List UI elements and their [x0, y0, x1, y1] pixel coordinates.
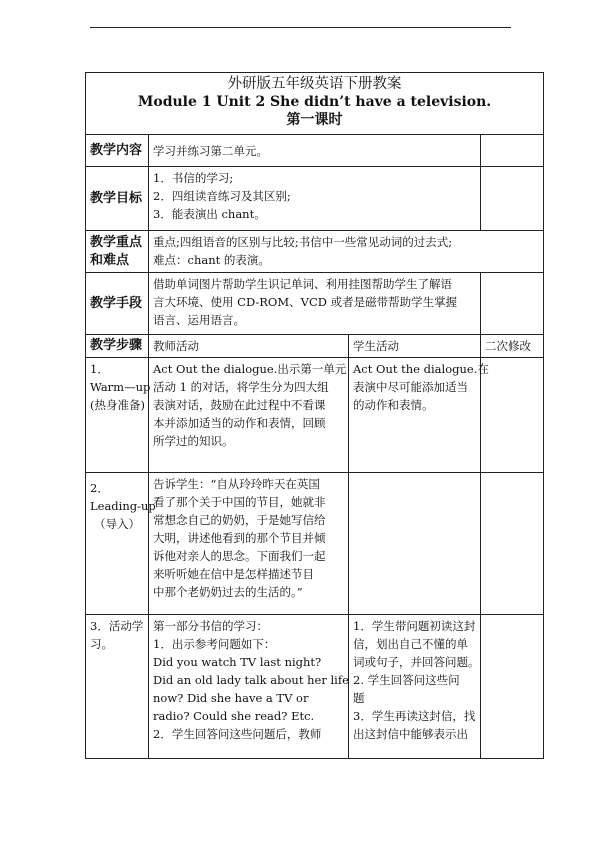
step3-label: [86, 615, 149, 759]
step1-teacher-line: Act Out the dialogue.出示第一单元: [153, 362, 347, 376]
step2-label-line: （导入）: [94, 517, 140, 531]
goal-item: 1．书信的学习;: [153, 171, 234, 185]
step3-teacher-line: now? Did she have a TV or: [153, 691, 309, 705]
step2-label: [86, 473, 156, 615]
means-line: 语言、运用语言。: [153, 313, 245, 327]
step1-student: [349, 358, 489, 473]
step3-teacher-line: 1．出示参考问题如下：: [153, 637, 276, 651]
step2-teacher-line: 诉他对亲人的思念。下面我们一起: [153, 549, 326, 563]
step3-teacher-line: 2．学生回答问这些问题后，教师: [153, 727, 322, 741]
content-extra: [481, 135, 544, 167]
key-label-line-2: 和难点: [90, 252, 130, 268]
step1-revise: [481, 358, 544, 473]
step2-teacher-line: 常想念自己的奶奶，于是她写信给: [153, 513, 326, 527]
step1-student-line: Act Out the dialogue.在: [353, 362, 489, 376]
step3-student-line: 信，划出自己不懂的单: [353, 637, 468, 651]
step3-teacher-line: 第一部分书信的学习：: [153, 619, 268, 633]
means-line: 借助单词图片帮助学生识记单词、利用挂图帮助学生了解语: [153, 277, 452, 291]
key-label: [86, 231, 149, 273]
step3-student-line: 1．学生带问题初读这封: [353, 619, 476, 633]
step1-teacher-line: 本并添加适当的动作和表情，回顾: [153, 416, 326, 430]
means-row: [86, 273, 544, 335]
goal-item: 3．能表演出 chant。: [153, 207, 266, 221]
key-label-line-1: 教学重点: [90, 234, 143, 250]
step2-teacher-line: 看了那个关于中国的节目，她就非: [153, 495, 326, 509]
steps-header-row: [86, 335, 544, 358]
step3-student-line: 2. 学生回答问这些问: [353, 673, 460, 687]
step1-label-line: Warm—up: [90, 380, 151, 394]
step1-teacher-line: 所学过的知识。: [153, 434, 234, 448]
means-label: 教学手段: [86, 273, 149, 335]
content-label: 教学内容: [86, 135, 149, 167]
step3-student: [349, 615, 481, 759]
step1-teacher: [149, 358, 349, 473]
title-row: [86, 73, 544, 135]
step3-teacher-line: Did an old lady talk about her life: [153, 673, 349, 687]
step3-student-line: 出这封信中能够表示出: [353, 727, 468, 741]
step3-student-line: 题: [353, 691, 365, 705]
step3-teacher-line: radio? Could she read? Etc.: [153, 709, 315, 723]
step2-student: [349, 473, 481, 615]
step2-label-line: 2．: [90, 481, 109, 495]
means-value: [149, 273, 481, 335]
step3-label-line: 习。: [90, 637, 113, 651]
key-line: 难点：chant 的表演。: [153, 253, 270, 267]
means-line: 言大环境、使用 CD-ROM、VCD 或者是磁带帮助学生掌握: [153, 295, 458, 309]
step1-teacher-line: 活动 1 的对话，将学生分为四大组: [153, 380, 329, 394]
step1-label-line: (热身准备): [90, 398, 145, 412]
goals-label: 教学目标: [86, 167, 149, 231]
step2-revise: [481, 473, 544, 615]
teacher-activity-header: 教师活动: [149, 335, 349, 358]
step1-student-line: 表演中尽可能添加适当: [353, 380, 468, 394]
title-line-3: 第一课时: [286, 112, 343, 128]
revise-header: 二次修改: [481, 335, 544, 358]
goals-row: [86, 167, 544, 231]
key-line: 重点;四组语音的区别与比较;书信中一些常见动词的过去式;: [153, 235, 453, 249]
step3-teacher-line: Did you watch TV last night?: [153, 655, 322, 669]
header-rule: [90, 27, 511, 28]
title-line-2: Module 1 Unit 2 She didn’t have a television.: [137, 94, 492, 110]
step1-label-line: 1．: [90, 362, 109, 376]
goal-item: 2．四组读音练习及其区别;: [153, 189, 291, 203]
step2-teacher-line: 大明，讲述他看到的那个节目并倾: [153, 531, 326, 545]
step2-teacher-line: 来听听她在信中是怎样描述节目: [153, 567, 314, 581]
goals-extra: [481, 167, 544, 231]
step3-revise: [481, 615, 544, 759]
step2-row: [86, 473, 544, 615]
step3-student-line: 词或句子，并回答问题。: [353, 655, 480, 669]
step1-teacher-line: 表演对话，鼓励在此过程中不看课: [153, 398, 326, 412]
step1-label: [86, 358, 149, 473]
step1-student-line: 的动作和表情。: [353, 398, 434, 412]
content-row: [86, 135, 544, 167]
student-activity-header: 学生活动: [349, 335, 481, 358]
step2-teacher-line: 中那个老奶奶过去的生活的。”: [153, 585, 303, 599]
step1-row: [86, 358, 544, 473]
step2-label-line: Leading-up: [90, 499, 156, 513]
lesson-plan-table: [85, 72, 544, 759]
step3-label-line: 3．活动学: [90, 619, 144, 633]
step3-teacher: [149, 615, 349, 759]
step2-teacher-line: 告诉学生：“自从玲玲昨天在英国: [153, 477, 320, 491]
step3-row: [86, 615, 544, 759]
means-extra: [481, 273, 544, 335]
key-value: [149, 231, 544, 273]
steps-label: 教学步骤: [86, 335, 149, 358]
content-value: 学习并练习第二单元。: [149, 135, 481, 167]
key-row: [86, 231, 544, 273]
step3-student-line: 3．学生再读这封信，找: [353, 709, 476, 723]
title-line-1: 外研版五年级英语下册教案: [227, 76, 402, 92]
title-cell: [86, 73, 544, 135]
goals-value: [149, 167, 481, 231]
step2-teacher: [149, 473, 349, 615]
